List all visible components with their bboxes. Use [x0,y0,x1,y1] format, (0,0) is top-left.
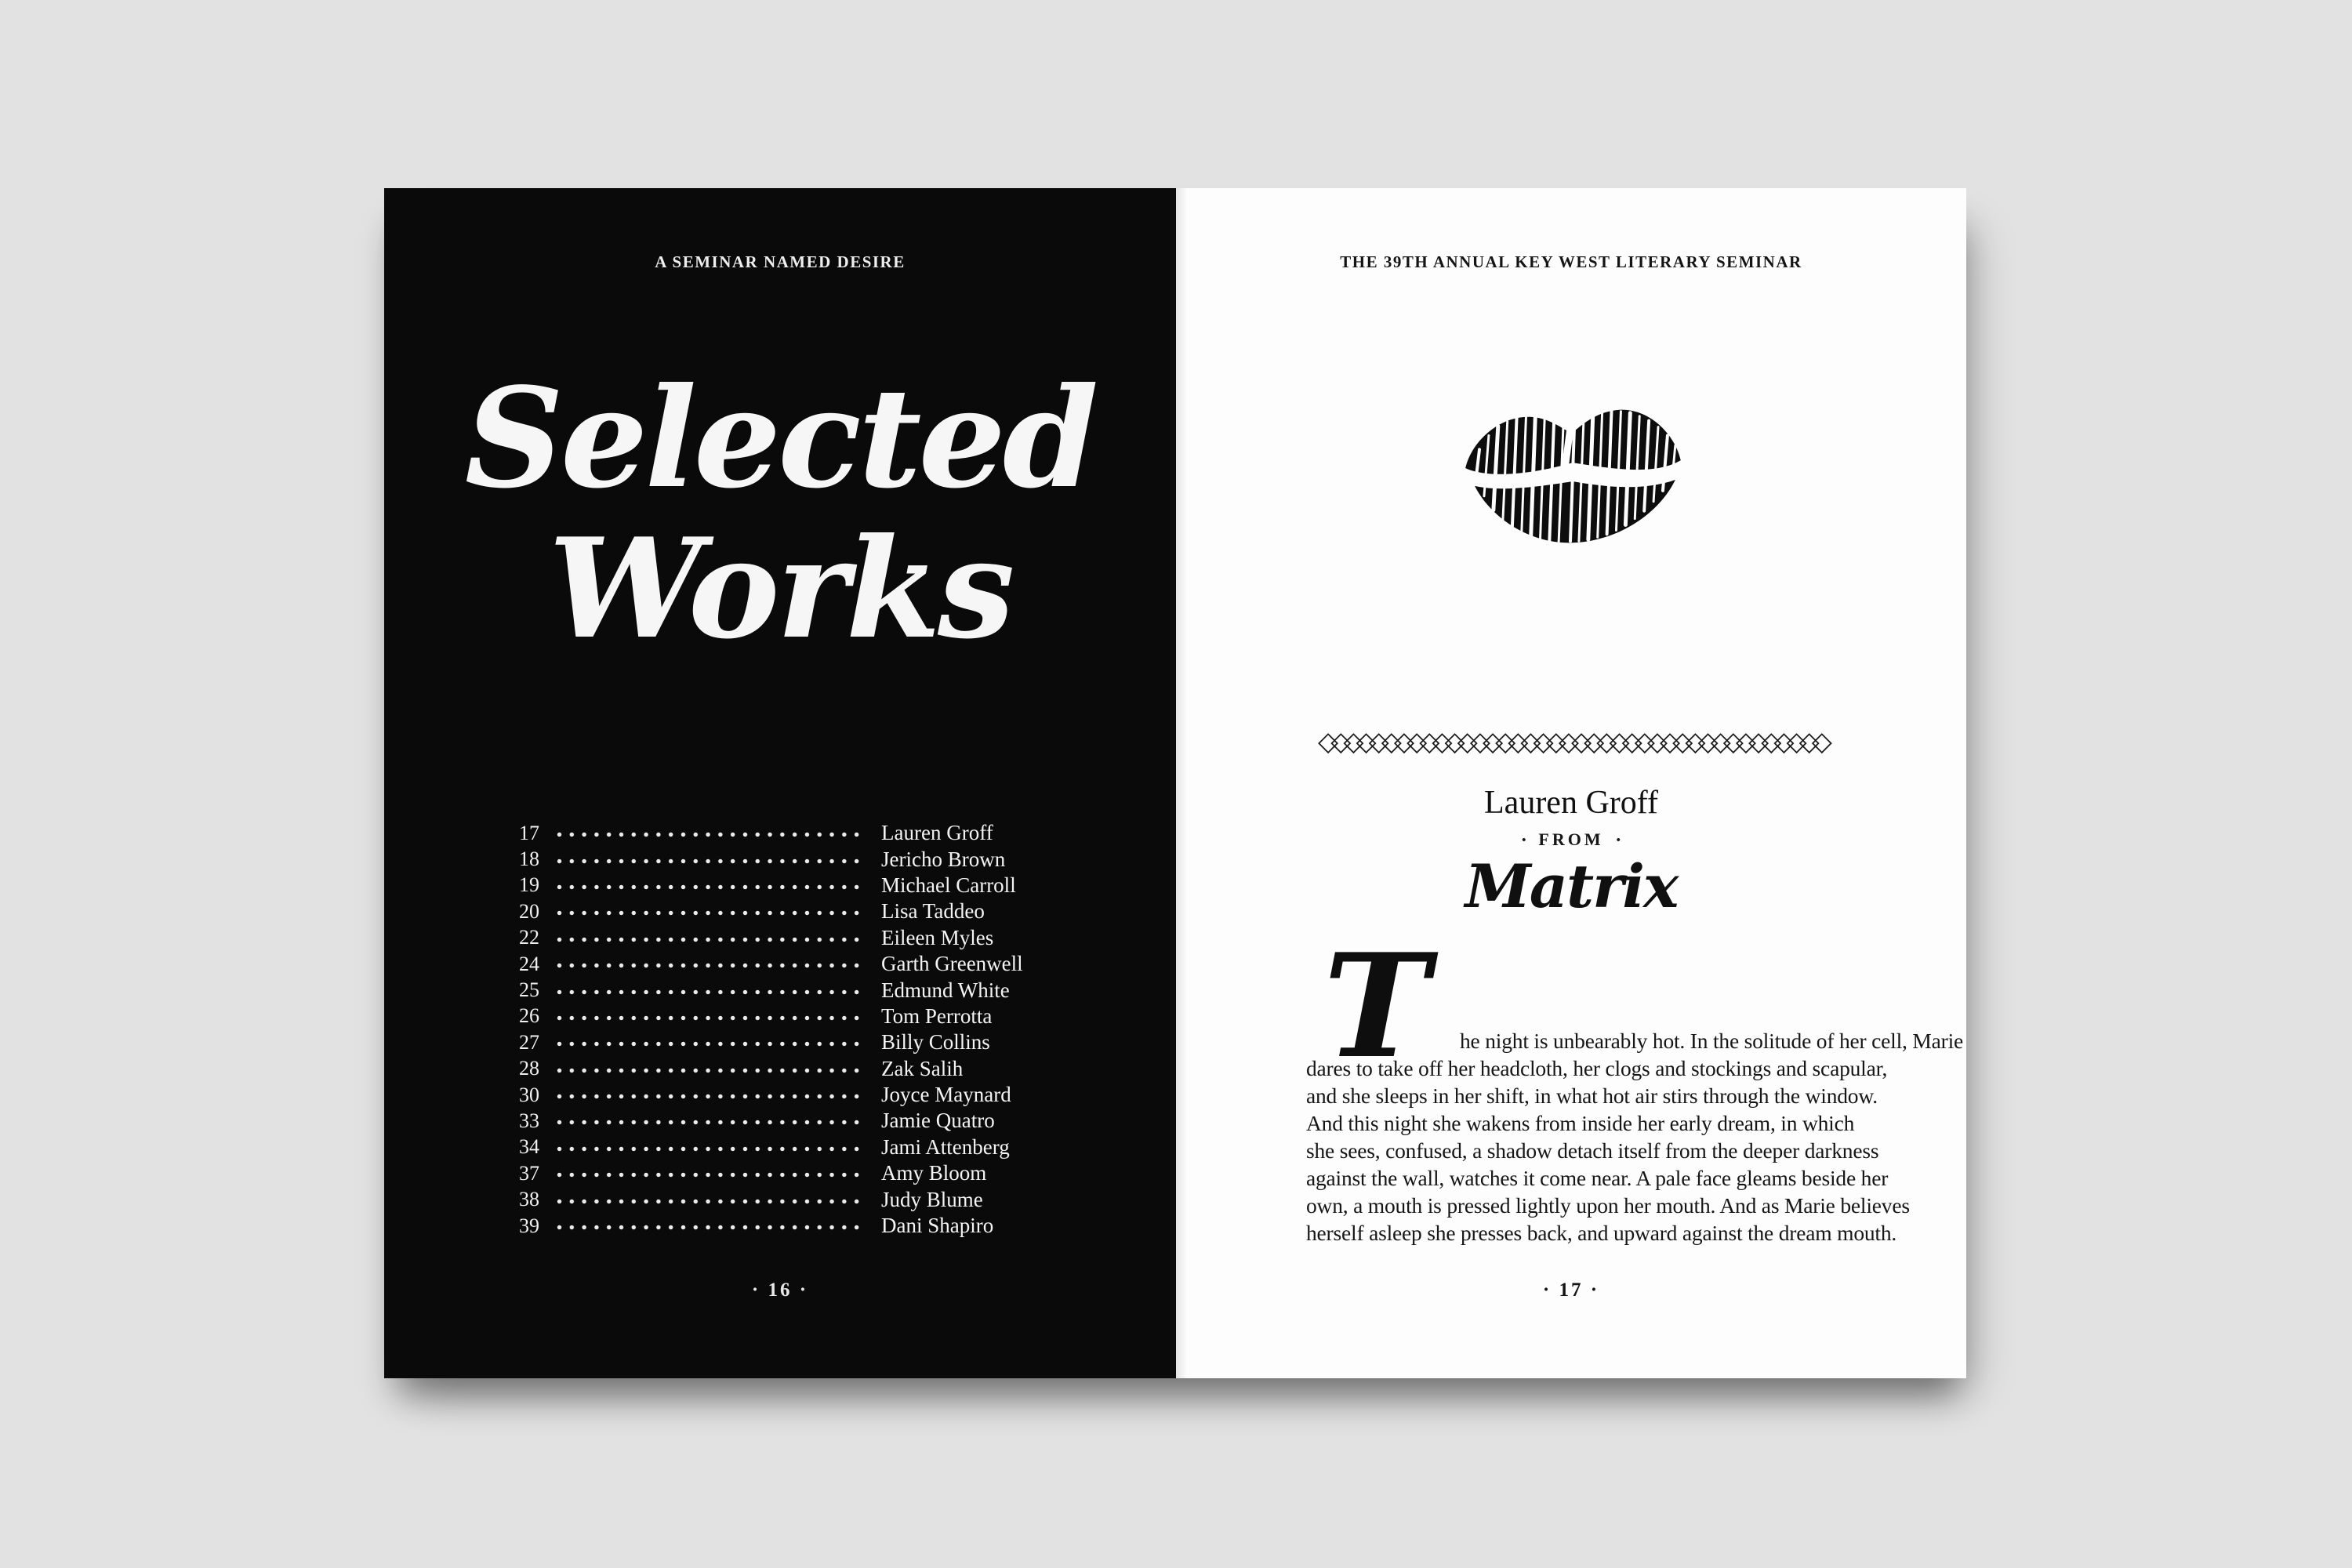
toc-leader-dots [557,1120,862,1125]
toc-page-number: 33 [519,1109,539,1132]
toc-leader-dots [557,989,862,995]
section-title [384,358,1176,670]
toc-page-number: 19 [519,873,539,897]
toc-page-number: 24 [519,952,539,975]
toc-row [494,1108,1055,1134]
toc-page-number: 39 [519,1214,539,1237]
excerpt-line: he night is unbearably hot. In the solitude of her cell, Marie [1460,1029,1964,1053]
kiss-mark-icon [1447,387,1695,566]
toc-author-name: Garth Greenwell [881,952,1023,976]
toc-row [494,1004,1055,1029]
toc-author-name: Judy Blume [881,1187,983,1211]
toc-author-name: Dani Shapiro [881,1214,994,1238]
excerpt-line: own, a mouth is pressed lightly upon her mouth. And as Marie believes [1306,1193,1910,1218]
toc-author-name: Lauren Groff [881,821,993,845]
toc-row [494,925,1055,951]
toc-leader-dots [557,1094,862,1099]
toc-leader-dots [557,1068,862,1073]
toc-row [494,846,1055,872]
table-of-contents [494,820,1055,1239]
toc-page-number: 22 [519,926,539,949]
toc-page-number: 37 [519,1161,539,1185]
toc-row [494,1160,1055,1186]
toc-page-number: 25 [519,978,539,1002]
toc-page-number: 30 [519,1083,539,1106]
work-title: Matrix [1465,851,1678,921]
drop-cap: T [1323,922,1430,1090]
toc-row [494,1213,1055,1239]
toc-leader-dots [557,832,862,837]
toc-leader-dots [557,910,862,916]
toc-leader-dots [557,937,862,942]
toc-row [494,977,1055,1003]
excerpt-line: she sees, confused, a shadow detach itself from the deeper darkness [1306,1138,1879,1163]
toc-leader-dots [557,963,862,968]
toc-leader-dots [557,1015,862,1021]
toc-leader-dots [557,1225,862,1230]
section-title-line1: Selected [464,358,1096,519]
toc-author-name: Joyce Maynard [881,1083,1011,1107]
toc-page-number: 38 [519,1188,539,1211]
toc-author-name: Lisa Taddeo [881,899,985,924]
toc-leader-dots [557,858,862,864]
toc-page-number: 18 [519,848,539,871]
ornament-divider: ◇◇◇◇◇◇◇◇◇◇◇◇◇◇◇◇◇◇◇◇◇◇◇◇◇◇◇◇◇◇◇◇◇◇◇◇◇◇◇◇ [1318,726,1824,757]
author-name: Lauren Groff [1484,785,1658,821]
from-bullet-right: • [1616,834,1621,847]
excerpt-line: herself asleep she presses back, and upward against the dream mouth. [1306,1221,1897,1245]
toc-row [494,1056,1055,1082]
toc-author-name: Amy Bloom [881,1161,987,1185]
toc-leader-dots [557,1199,862,1204]
toc-author-name: Jami Attenberg [881,1134,1010,1159]
left-page [384,188,1176,1378]
toc-author-name: Jamie Quatro [881,1109,995,1133]
right-running-header: THE 39TH ANNUAL KEY WEST LITERARY SEMINAR [1340,252,1802,271]
left-folio: · 16 · [751,1279,809,1301]
toc-row [494,1029,1055,1055]
right-folio: · 17 · [1542,1279,1600,1301]
toc-author-name: Zak Salih [881,1056,964,1080]
excerpt-line: dares to take off her headcloth, her clogs and stockings and scapular, [1306,1056,1888,1080]
left-running-header: A SEMINAR NAMED DESIRE [655,252,906,271]
excerpt-line: And this night she wakens from inside her early dream, in which [1306,1111,1855,1135]
toc-row [494,898,1055,924]
toc-row [494,1134,1055,1160]
toc-page-number: 34 [519,1135,539,1159]
toc-author-name: Michael Carroll [881,873,1016,897]
toc-leader-dots [557,1146,862,1152]
excerpt-line: and she sleeps in her shift, in what hot air stirs through the window. [1306,1083,1878,1108]
toc-leader-dots [557,1172,862,1178]
toc-row [494,873,1055,898]
toc-author-name: Eileen Myles [881,925,994,949]
toc-leader-dots [557,1041,862,1047]
toc-row [494,820,1055,846]
toc-author-name: Jericho Brown [881,847,1006,871]
section-title-line2: Works [548,509,1012,670]
toc-page-number: 28 [519,1057,539,1080]
toc-page-number: 26 [519,1004,539,1028]
toc-page-number: 20 [519,899,539,923]
toc-author-name: Edmund White [881,978,1010,1002]
toc-page-number: 17 [519,821,539,844]
excerpt-line: against the wall, watches it come near. A pale face gleams beside her [1306,1166,1889,1190]
toc-leader-dots [557,884,862,890]
toc-author-name: Tom Perrotta [881,1004,993,1028]
from-line [1176,829,1966,850]
toc-page-number: 27 [519,1030,539,1054]
toc-author-name: Billy Collins [881,1030,990,1054]
from-bullet-left: • [1522,834,1526,847]
right-page [1176,188,1966,1378]
from-label: FROM [1538,829,1604,849]
toc-row [494,951,1055,977]
toc-row [494,1082,1055,1108]
toc-row [494,1186,1055,1212]
book-spread [384,188,1966,1378]
excerpt [1306,922,1964,1247]
